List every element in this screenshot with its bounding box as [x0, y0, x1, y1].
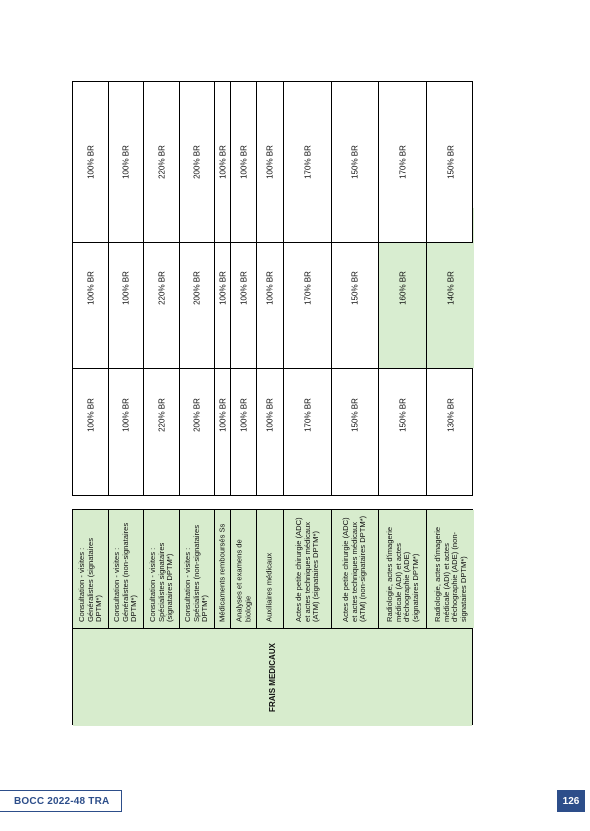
- value-text: 100% BR: [265, 271, 275, 305]
- value-cell: [73, 82, 108, 242]
- value-text: 100% BR: [121, 271, 131, 305]
- row-label: Radiologie, actes d'imagerie médicale (ADI) et actes d'échographie (ADE) (non-signataires DPTM*): [432, 526, 468, 622]
- row-label: Analyses et examens de biologie: [233, 539, 252, 622]
- page-number: 126: [557, 790, 585, 812]
- value-text: 220% BR: [157, 145, 166, 179]
- value-text: 100% BR: [265, 145, 275, 179]
- label-row: [256, 510, 283, 628]
- label-row: [214, 510, 230, 628]
- value-text: 150% BR: [350, 271, 360, 305]
- label-row: [73, 510, 108, 628]
- label-table: [72, 509, 473, 725]
- label-row: [426, 510, 474, 628]
- label-row: [283, 510, 331, 628]
- value-text: 220% BR: [157, 398, 166, 432]
- value-cell: [378, 82, 426, 242]
- value-cell: [283, 82, 331, 242]
- category-cell: [73, 628, 472, 726]
- row-label: Auxiliaires médicaux: [264, 552, 274, 622]
- value-text: 100% BR: [86, 271, 95, 305]
- value-text: 170% BR: [303, 145, 312, 179]
- value-text: 100% BR: [86, 145, 95, 179]
- value-text: 200% BR: [192, 145, 202, 179]
- value-text: 140% BR: [446, 271, 455, 305]
- value-cell: [108, 82, 143, 242]
- value-text: 100% BR: [265, 398, 275, 432]
- value-text: 100% BR: [86, 398, 95, 432]
- label-row: [143, 510, 179, 628]
- value-cell: [230, 82, 256, 242]
- label-row: [230, 510, 256, 628]
- row-label: Radiologie, actes d'imagerie médicale (ADI) et actes d'échographie (ADE) (signataires DPTM*): [384, 526, 420, 622]
- value-text: 100% BR: [218, 398, 227, 432]
- value-text: 100% BR: [121, 145, 131, 179]
- label-row: [179, 510, 214, 628]
- value-text: 150% BR: [446, 145, 455, 179]
- category-label: FRAIS MEDICAUX: [267, 643, 277, 712]
- value-cell: [331, 82, 378, 242]
- value-text: 130% BR: [446, 398, 455, 432]
- row-label: Médicaments remboursés Ss: [217, 523, 227, 622]
- value-cell: [179, 82, 214, 242]
- values-table-3: [72, 81, 473, 243]
- label-row: [108, 510, 143, 628]
- value-text: 100% BR: [218, 145, 227, 179]
- value-text: 100% BR: [121, 398, 131, 432]
- value-text: 200% BR: [192, 271, 202, 305]
- value-text: 170% BR: [303, 398, 312, 432]
- value-text: 220% BR: [157, 271, 166, 305]
- footer-reference: BOCC 2022-48 TRA: [0, 790, 122, 812]
- value-text: 100% BR: [218, 271, 227, 305]
- value-text: 200% BR: [192, 398, 202, 432]
- label-row: [331, 510, 378, 628]
- label-row: [378, 510, 426, 628]
- value-text: 150% BR: [350, 398, 360, 432]
- value-text: 100% BR: [239, 398, 248, 432]
- row-label: Consultation - visites : Généralistes (non-signataires DPTM*): [112, 522, 139, 622]
- value-text: 170% BR: [398, 145, 407, 179]
- value-text: 100% BR: [239, 145, 248, 179]
- row-label: Consultation - visites : Généralistes (signataires DPTM*): [76, 538, 103, 622]
- row-label: Actes de petite chirurgie (ADC) et actes techniques médicaux (ATM) (signataires DPTM*): [293, 517, 320, 622]
- row-label: Actes de petite chirurgie (ADC) et actes techniques médicaux (ATM) (non-signataires DPTM*): [341, 515, 368, 622]
- row-label: Consultation - visites : Spécialistes (non-signataires DPTM*): [183, 524, 210, 622]
- value-text: 150% BR: [398, 398, 407, 432]
- value-text: 100% BR: [239, 271, 248, 305]
- value-cell: [143, 82, 179, 242]
- value-cell: [256, 82, 283, 242]
- row-label: Consultation - visites : Spécialistes signataires (signataires DPTM*): [147, 542, 174, 622]
- value-text: 170% BR: [303, 271, 312, 305]
- value-text: 150% BR: [350, 145, 360, 179]
- value-cell: [214, 82, 230, 242]
- value-text: 160% BR: [398, 271, 407, 305]
- value-cell: [426, 82, 474, 242]
